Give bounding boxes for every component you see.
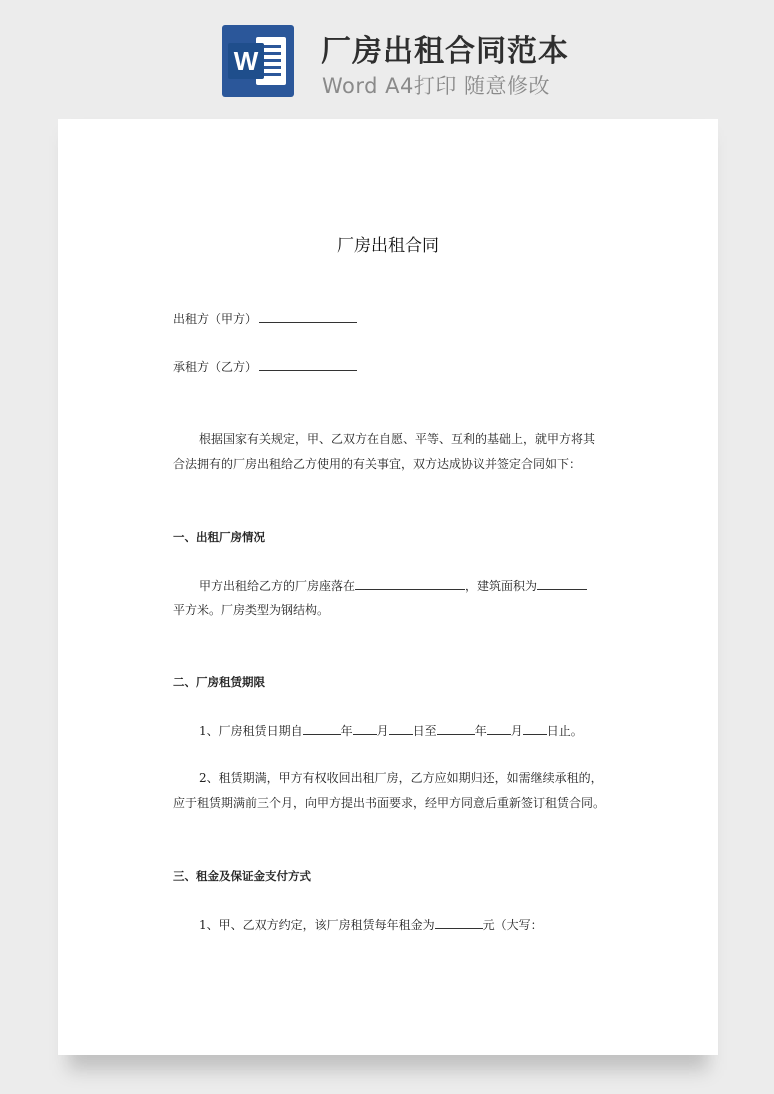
month-label-2: 月 bbox=[510, 724, 523, 738]
start-year-blank[interactable] bbox=[303, 722, 341, 735]
area-blank[interactable] bbox=[537, 577, 587, 590]
rent-words-label: 元（大写： bbox=[482, 918, 543, 932]
intro-line-2: 合法拥有的厂房出租给乙方使用的有关事宜，双方达成协议并签定合同如下： bbox=[173, 457, 582, 471]
rent-amount-blank[interactable] bbox=[435, 916, 483, 929]
area-label: ，建筑面积为 bbox=[465, 579, 538, 593]
year-label-1: 年 bbox=[340, 724, 353, 738]
end-label: 日止。 bbox=[546, 724, 583, 738]
start-day-blank[interactable] bbox=[389, 722, 413, 735]
section1-line-1 bbox=[199, 577, 631, 594]
section1-heading: 一、出租厂房情况 bbox=[173, 530, 265, 544]
section3-item-1 bbox=[199, 916, 631, 933]
end-year-blank[interactable] bbox=[437, 722, 475, 735]
intro-line-1: 根据国家有关规定，甲、乙双方在自愿、平等、互利的基础上，就甲方将其 bbox=[199, 432, 596, 446]
start-month-blank[interactable] bbox=[353, 722, 377, 735]
party-b-blank[interactable] bbox=[259, 358, 357, 371]
month-label-1: 月 bbox=[376, 724, 389, 738]
party-a-line bbox=[173, 310, 605, 327]
section3-heading: 三、租金及保证金支付方式 bbox=[173, 869, 311, 883]
section2-heading: 二、厂房租赁期限 bbox=[173, 675, 265, 689]
word-app-icon bbox=[222, 25, 294, 97]
document-title: 厂房出租合同 bbox=[337, 236, 439, 256]
party-a-blank[interactable] bbox=[259, 310, 357, 323]
section2-item-2-line-1: 2、租赁期满，甲方有权收回出租厂房，乙方应如期归还，如需继续承租的， bbox=[199, 771, 603, 785]
template-title: 厂房出租合同范本 bbox=[321, 34, 569, 69]
section2-item-1 bbox=[199, 722, 631, 739]
document-page bbox=[58, 119, 718, 1055]
end-day-blank[interactable] bbox=[523, 722, 547, 735]
template-subtitle: Word A4打印 随意修改 bbox=[322, 74, 551, 98]
party-a-label: 出租方（甲方） bbox=[173, 312, 258, 326]
lease-from-label: 1、厂房租赁日期自 bbox=[199, 724, 303, 738]
location-label: 甲方出租给乙方的厂房座落在 bbox=[199, 579, 356, 593]
location-blank[interactable] bbox=[355, 577, 465, 590]
rent-label: 1、甲、乙双方约定，该厂房租赁每年租金为 bbox=[199, 918, 435, 932]
watermark bbox=[87, 480, 119, 512]
word-letter: W bbox=[233, 46, 259, 76]
year-label-2: 年 bbox=[474, 724, 487, 738]
section2-item-2-line-2: 应于租赁期满前三个月，向甲方提出书面要求，经甲方同意后重新签订租赁合同。 bbox=[173, 796, 606, 810]
party-b-line bbox=[173, 358, 605, 375]
word-letter-tile bbox=[228, 43, 264, 79]
party-b-label: 承租方（乙方） bbox=[173, 360, 258, 374]
end-month-blank[interactable] bbox=[487, 722, 511, 735]
section1-line-2: 平方米。厂房类型为钢结构。 bbox=[173, 603, 330, 617]
to-label: 日至 bbox=[412, 724, 437, 738]
